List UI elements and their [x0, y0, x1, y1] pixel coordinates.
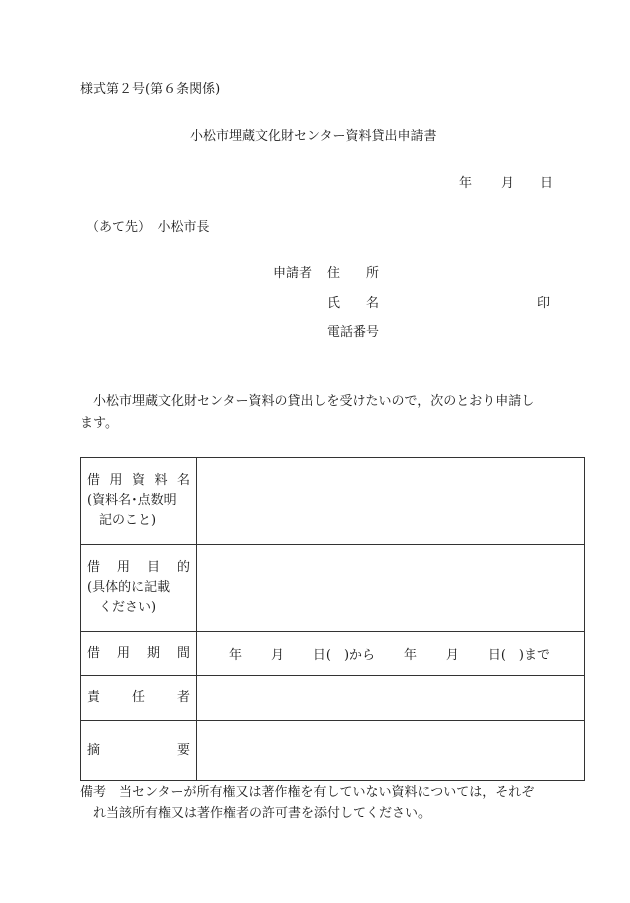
value-purpose[interactable]: [197, 545, 585, 632]
date-month: 月: [501, 176, 515, 191]
table-row-purpose: [81, 545, 585, 632]
label-main: 摘 要: [87, 742, 190, 758]
seal-mark: 印: [537, 296, 551, 311]
label-purpose: [81, 545, 197, 632]
note-line1: 備考 当センターが所有権又は著作権を有していない資料については，それぞ: [80, 785, 535, 800]
label-remarks: [81, 721, 197, 781]
label-main: 借 用 目 的: [87, 560, 190, 575]
address-label: 住 所: [327, 266, 380, 281]
period-end-day: 日( )まで: [487, 648, 550, 663]
value-item-name[interactable]: [197, 458, 585, 545]
table-row-responsible: [81, 676, 585, 721]
period-fields: [197, 644, 584, 663]
label-sub1: (資料名･点数明: [87, 493, 177, 508]
period-end-year: 年: [403, 648, 417, 663]
label-sub1: (具体的に記載: [87, 580, 171, 595]
value-period[interactable]: [197, 632, 585, 676]
label-sub2: ください): [99, 600, 157, 615]
date-year: 年: [459, 176, 473, 191]
label-main: 借 用 資 料 名: [87, 473, 190, 488]
phone-label: 電話番号: [327, 325, 380, 340]
form-number: 様式第２号(第６条関係): [80, 82, 221, 97]
label-item-name: [81, 458, 197, 545]
note-line2: れ当該所有権又は著作権者の許可書を添付してください。: [93, 806, 432, 821]
document-title: 小松市埋蔵文化財センター資料貸出申請書: [190, 129, 437, 144]
label-main: 借 用 期 間: [87, 645, 190, 661]
body-text-line1: 小松市埋蔵文化財センター資料の貸出しを受けたいので，次のとおり申請し: [93, 394, 535, 409]
period-start-year: 年: [229, 648, 243, 663]
name-label: 氏 名: [327, 296, 380, 311]
addressee: （あて先） 小松市長: [86, 220, 210, 235]
label-period: [81, 632, 197, 676]
period-start-month: 月: [270, 648, 284, 663]
value-responsible[interactable]: [197, 676, 585, 721]
date-day: 日: [540, 176, 554, 191]
label-main: 責 任 者: [87, 690, 190, 705]
table-row-period: [81, 632, 585, 676]
applicant-label: 申請者: [273, 266, 313, 281]
table-row-item-name: [81, 458, 585, 545]
period-end-month: 月: [445, 648, 459, 663]
label-sub2: 記のこと): [99, 513, 157, 528]
body-text-line2: ます。: [80, 416, 118, 431]
table-row-remarks: [81, 721, 585, 781]
value-remarks[interactable]: [197, 721, 585, 781]
label-responsible: [81, 676, 197, 721]
period-start-day: 日( )から: [312, 648, 376, 663]
application-table: [80, 457, 585, 781]
